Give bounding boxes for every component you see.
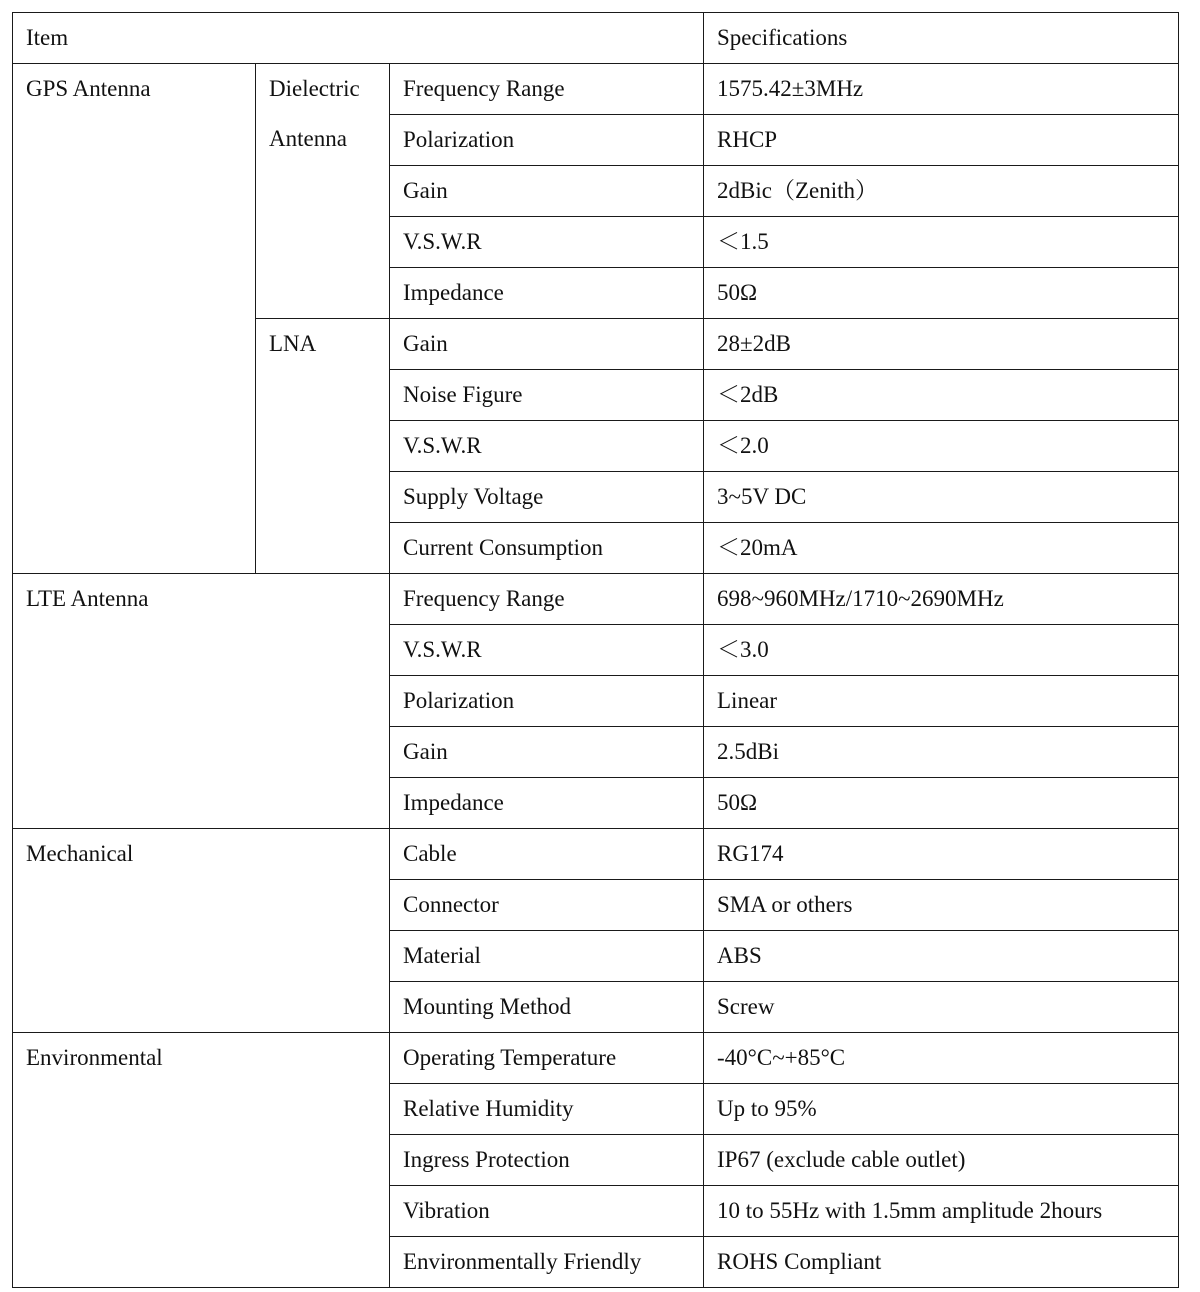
value-cell: RHCP (704, 115, 1179, 166)
value-cell: ＜1.5 (704, 217, 1179, 268)
param-cell: Cable (390, 829, 704, 880)
value-cell: -40°C~+85°C (704, 1033, 1179, 1084)
param-cell: V.S.W.R (390, 217, 704, 268)
param-cell: Gain (390, 727, 704, 778)
value-cell: 50Ω (704, 268, 1179, 319)
spec-table (12, 12, 1179, 1288)
value-cell: 2dBic（Zenith） (704, 166, 1179, 217)
param-cell: Impedance (390, 268, 704, 319)
subgroup-dielectric-antenna: Dielectric Antenna (256, 64, 390, 319)
value-cell: 50Ω (704, 778, 1179, 829)
header-row (13, 13, 1179, 64)
value-cell: 2.5dBi (704, 727, 1179, 778)
value-cell: ＜20mA (704, 523, 1179, 574)
value-cell: ROHS Compliant (704, 1237, 1179, 1288)
header-specifications: Specifications (704, 13, 1179, 64)
subgroup-lna: LNA (256, 319, 390, 574)
param-cell: Connector (390, 880, 704, 931)
value-cell: 1575.42±3MHz (704, 64, 1179, 115)
table-row (13, 64, 1179, 115)
value-cell: Screw (704, 982, 1179, 1033)
table-row (13, 829, 1179, 880)
param-cell: Gain (390, 319, 704, 370)
param-cell: Material (390, 931, 704, 982)
value-cell: 10 to 55Hz with 1.5mm amplitude 2hours (704, 1186, 1179, 1237)
value-cell: 3~5V DC (704, 472, 1179, 523)
param-cell: Vibration (390, 1186, 704, 1237)
group-environmental: Environmental (13, 1033, 390, 1288)
param-cell: Polarization (390, 115, 704, 166)
value-cell: ABS (704, 931, 1179, 982)
param-cell: Environmentally Friendly (390, 1237, 704, 1288)
param-cell: Noise Figure (390, 370, 704, 421)
param-cell: Polarization (390, 676, 704, 727)
value-cell: ＜2dB (704, 370, 1179, 421)
value-cell: Linear (704, 676, 1179, 727)
table-row (13, 574, 1179, 625)
param-cell: Ingress Protection (390, 1135, 704, 1186)
value-cell: ＜2.0 (704, 421, 1179, 472)
param-cell: V.S.W.R (390, 421, 704, 472)
table-row (13, 1033, 1179, 1084)
param-cell: Frequency Range (390, 64, 704, 115)
value-cell: 28±2dB (704, 319, 1179, 370)
param-cell: Gain (390, 166, 704, 217)
param-cell: Frequency Range (390, 574, 704, 625)
value-cell: ＜3.0 (704, 625, 1179, 676)
param-cell: Current Consumption (390, 523, 704, 574)
param-cell: Operating Temperature (390, 1033, 704, 1084)
value-cell: 698~960MHz/1710~2690MHz (704, 574, 1179, 625)
header-item: Item (13, 13, 704, 64)
group-lte-antenna: LTE Antenna (13, 574, 390, 829)
value-cell: IP67 (exclude cable outlet) (704, 1135, 1179, 1186)
group-gps-antenna: GPS Antenna (13, 64, 256, 574)
value-cell: SMA or others (704, 880, 1179, 931)
param-cell: Relative Humidity (390, 1084, 704, 1135)
param-cell: V.S.W.R (390, 625, 704, 676)
param-cell: Impedance (390, 778, 704, 829)
group-mechanical: Mechanical (13, 829, 390, 1033)
param-cell: Mounting Method (390, 982, 704, 1033)
value-cell: Up to 95% (704, 1084, 1179, 1135)
param-cell: Supply Voltage (390, 472, 704, 523)
value-cell: RG174 (704, 829, 1179, 880)
